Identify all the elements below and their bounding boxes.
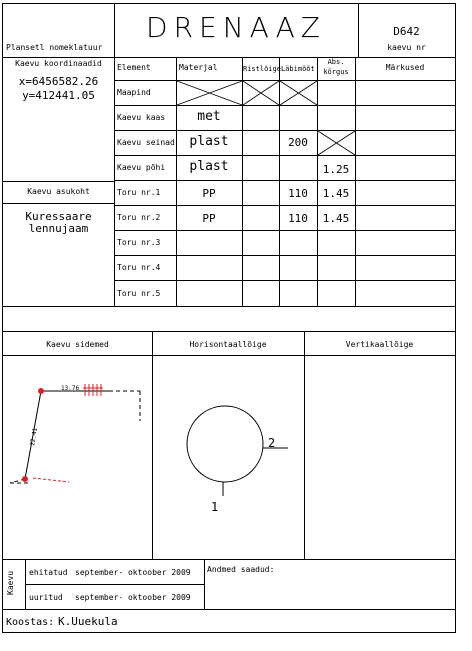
coords-label: Kaevu koordinaadid <box>15 59 102 68</box>
row-element-ground: Maapind <box>117 88 151 97</box>
page-title: DRENAAZ <box>146 11 326 44</box>
header-cross-section: Ristlõige <box>243 65 281 73</box>
coord-y: y=412441.05 <box>22 89 95 102</box>
checked-value: september- oktoober 2009 <box>75 593 191 602</box>
row-height-bottom: 1.25 <box>322 163 350 176</box>
ties-sketch <box>3 356 152 556</box>
row-material-bottom: plast <box>189 159 229 174</box>
author-label: Koostas: <box>6 617 55 628</box>
well-number-label: kaevu nr <box>387 43 426 52</box>
row-material-walls: plast <box>189 134 229 149</box>
row-element-pipe-3: Toru nr.3 <box>117 238 161 247</box>
dim-top-label: 13.76 <box>61 385 80 392</box>
header-abs-top: Abs. <box>327 58 345 66</box>
section-ties: Kaevu sidemed <box>46 340 109 349</box>
row-element-walls: Kaevu seinad <box>117 138 175 147</box>
header-material: Materjal <box>179 63 218 72</box>
section-vertical: Vertikaallõige <box>345 340 414 349</box>
row-diameter-pipe-2: 110 <box>288 212 308 225</box>
dim-side-label: 22.41 <box>29 427 40 447</box>
location-line-2: lennujaam <box>28 222 89 235</box>
header-notes: Märkused <box>385 63 425 72</box>
created-label: ehitatud <box>29 568 68 577</box>
footer-side-label: Kaevu <box>6 570 15 595</box>
coord-x: x=6456582.26 <box>18 75 99 88</box>
header-element: Element <box>117 63 151 72</box>
checked-label: uuritud <box>29 593 63 602</box>
data-source-label: Andmed saadud: <box>207 565 275 574</box>
created-value: september- oktoober 2009 <box>75 568 191 577</box>
row-element-lid: Kaevu kaas <box>117 113 166 122</box>
row-height-pipe-1: 1.45 <box>322 187 350 200</box>
pipe-1-label: 1 <box>211 500 219 514</box>
row-element-pipe-1: Toru nr.1 <box>117 188 161 197</box>
location-label: Kaevu asukoht <box>27 187 90 196</box>
row-diameter-pipe-1: 110 <box>288 187 308 200</box>
horizontal-section <box>153 356 303 556</box>
row-material-pipe-2: PP <box>202 212 216 225</box>
row-element-pipe-2: Toru nr.2 <box>117 213 161 222</box>
well-number: D642 <box>393 25 420 38</box>
row-material-pipe-1: PP <box>202 187 216 200</box>
row-element-pipe-5: Toru nr.5 <box>117 289 161 298</box>
section-horizontal: Horisontaallõige <box>189 340 267 349</box>
header-abs-bottom: kõrgus <box>323 68 349 76</box>
row-diameter-walls: 200 <box>288 136 308 149</box>
row-element-bottom: Kaevu põhi <box>117 163 166 172</box>
drawing-sheet <box>2 3 456 633</box>
plan-nomenclature-label: Plansetl nomeklatuur <box>6 43 103 52</box>
author-value: K.Uuekula <box>58 615 118 628</box>
row-element-pipe-4: Toru nr.4 <box>117 263 161 272</box>
row-height-pipe-2: 1.45 <box>322 212 350 225</box>
row-material-lid: met <box>197 109 221 124</box>
location-line-1: Kuressaare <box>25 210 92 223</box>
pipe-2-label: 2 <box>268 436 276 450</box>
cross-marks <box>3 4 455 306</box>
header-diameter: Läbimõõt <box>281 65 315 73</box>
